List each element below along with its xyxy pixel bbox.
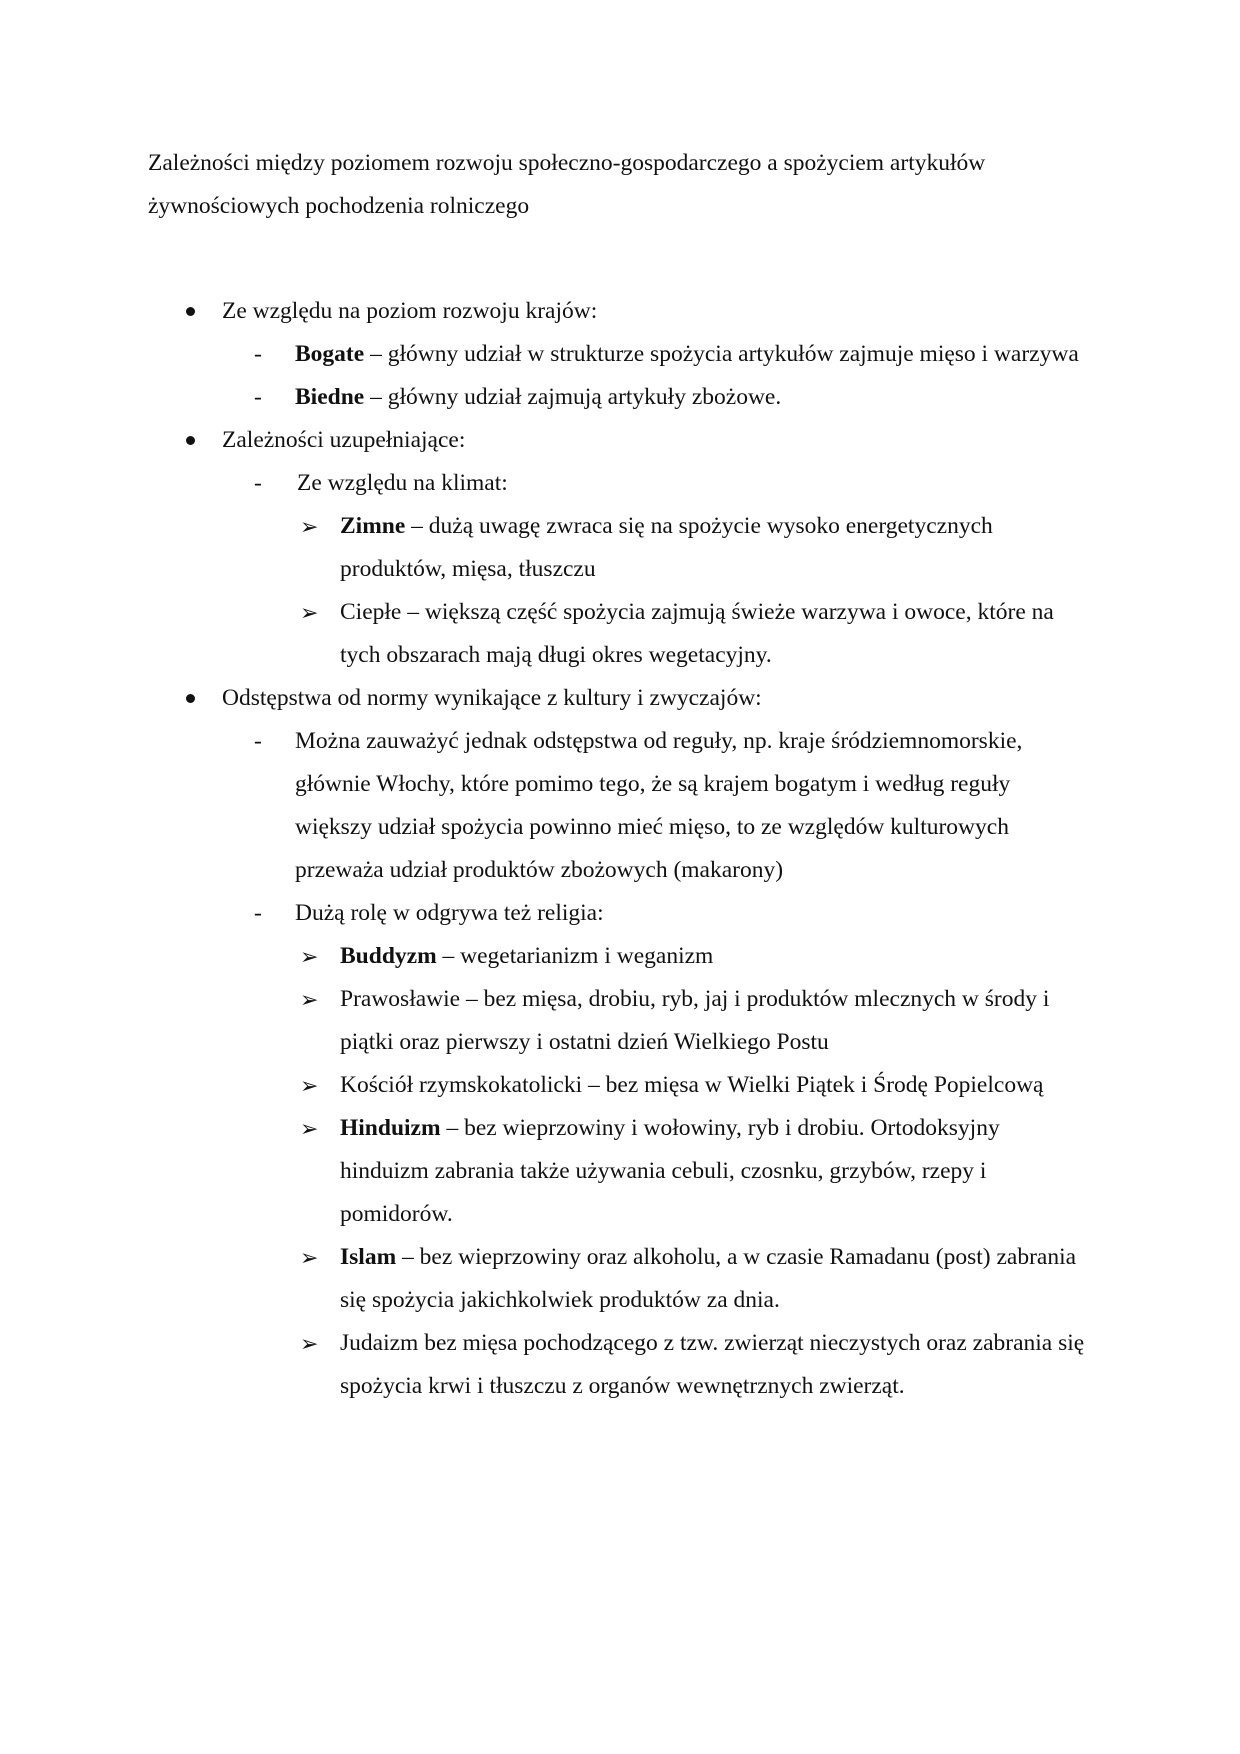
item-bold-term: Buddyzm (340, 943, 437, 969)
item-text: – wegetarianizm i weganizm (436, 943, 714, 969)
item-bold-term: Hinduizm (340, 1115, 441, 1141)
item-text: Ciepłe – większą część spożycia zajmują świeże warzywa i owoce, które na tych obszarach mają długi okres wegetacyjny. (340, 599, 1054, 668)
bullet-item (0, 677, 1240, 720)
item-bold-term: Islam (340, 1244, 397, 1270)
arrow-icon: ➢ (300, 987, 319, 1012)
arrow-icon: ➢ (300, 514, 319, 539)
bullet-item (0, 290, 1240, 333)
document-body (0, 290, 1240, 1408)
bullet-icon (186, 694, 195, 703)
dash-item (0, 720, 1085, 892)
bullet-label: Ze względu na poziom rozwoju krajów: (222, 298, 598, 324)
arrow-item (0, 1064, 1090, 1107)
item-text: – główny udział w strukturze spożycia artykułów zajmuje mięso i warzywa (364, 341, 1079, 367)
dash-icon: - (254, 728, 262, 754)
arrow-icon: ➢ (300, 1245, 319, 1270)
arrow-item (0, 1107, 1090, 1236)
dash-icon: - (254, 900, 262, 926)
arrow-item (0, 978, 1090, 1064)
bullet-icon (186, 436, 195, 445)
arrow-icon: ➢ (300, 944, 319, 969)
bullet-icon (186, 307, 195, 316)
arrow-item (0, 935, 1090, 978)
dash-icon: - (254, 470, 262, 496)
item-text: Prawosławie – bez mięsa, drobiu, ryb, jaj i produktów mlecznych w środy i piątki oraz pierwszy i ostatni dzień Wielkiego Postu (340, 986, 1050, 1055)
item-bold-term: Zimne (340, 513, 406, 539)
arrow-icon: ➢ (300, 1331, 319, 1356)
arrow-icon: ➢ (300, 600, 319, 625)
bullet-label: Zależności uzupełniające: (222, 427, 466, 453)
dash-item (0, 376, 1085, 419)
arrow-item (0, 591, 1090, 677)
arrow-item (0, 1236, 1090, 1322)
item-bold-term: Bogate (295, 341, 365, 367)
arrow-item (0, 1322, 1090, 1408)
item-text: – bez wieprzowiny oraz alkoholu, a w czasie Ramadanu (post) zabrania się spożycia jakichkolwiek produktów za dnia. (340, 1244, 1077, 1313)
item-text: – główny udział zajmują artykuły zbożowe. (364, 384, 782, 410)
sub-label: Dużą rolę w odgrywa też religia: (295, 900, 604, 926)
bullet-label: Odstępstwa od normy wynikające z kultury i zwyczajów: (222, 685, 762, 711)
paragraph-text: Można zauważyć jednak odstępstwa od reguły, np. kraje śródziemnomorskie, głównie Włochy, które pomimo tego, że są krajem bogatym i według reguły większy udział spożycia powinno mieć mięso, to ze względów kulturowych przeważa udział produktów zbożowych (makarony) (295, 728, 1023, 883)
item-text: – dużą uwagę zwraca się na spożycie wysoko energetycznych produktów, mięsa, tłuszczu (340, 513, 993, 582)
item-bold-term: Biedne (295, 384, 365, 410)
dash-item (0, 333, 1085, 376)
dash-icon: - (254, 384, 262, 410)
arrow-icon: ➢ (300, 1073, 319, 1098)
dash-icon: - (254, 341, 262, 367)
arrow-item (0, 505, 1090, 591)
dash-item (0, 462, 1087, 505)
dash-item (0, 892, 1085, 935)
document-title: Zależności między poziomem rozwoju społeczno-gospodarczego a spożyciem artykułów żywnościowych pochodzenia rolniczego (148, 150, 986, 219)
item-text: – bez wieprzowiny i wołowiny, ryb i drobiu. Ortodoksyjny hinduizm zabrania także używania cebuli, czosnku, grzybów, rzepy i pomidorów. (340, 1115, 1000, 1227)
item-text: Kościół rzymskokatolicki – bez mięsa w Wielki Piątek i Środę Popielcową (340, 1072, 1044, 1098)
arrow-icon: ➢ (300, 1116, 319, 1141)
item-text: Judaizm bez mięsa pochodzącego z tzw. zwierząt nieczystych oraz zabrania się spożycia krwi i tłuszczu z organów wewnętrznych zwierząt. (340, 1330, 1085, 1399)
bullet-item (0, 419, 1240, 462)
sub-label: Ze względu na klimat: (297, 470, 508, 496)
